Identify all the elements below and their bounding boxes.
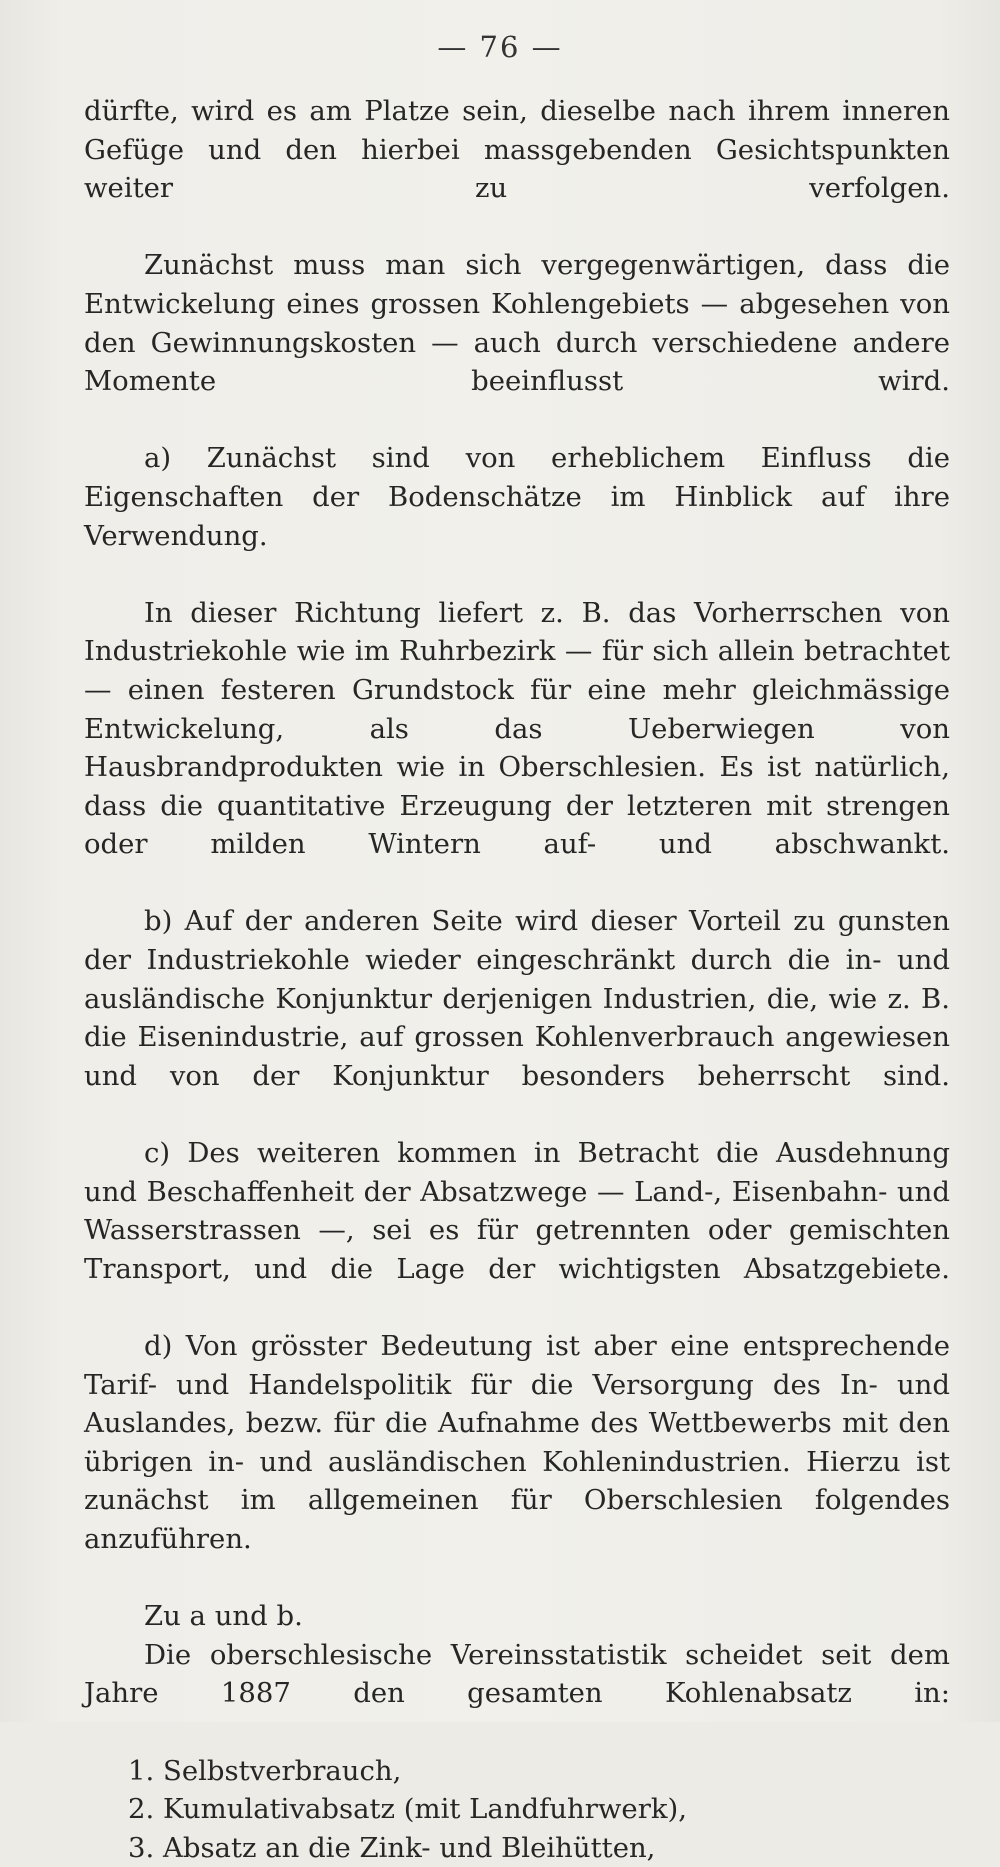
paragraph: Die oberschlesische Vereinsstatistik scheidet seit dem Jahre 1887 den gesamten Kohlenabsatz in: (84, 1638, 950, 1710)
paragraph: d) Von grösster Bedeutung ist aber eine entsprechende Tarif- und Handelspolitik für die Versorgung des In- und Auslandes, bezw. für die Aufnahme des Wettbewerbs mit den übrigen in- und ausländischen Kohlenindustrien. Hierzu ist zunächst im allgemeinen für Oberschlesien folgendes anzuführen. (84, 1330, 950, 1555)
page-number: — 76 — (437, 30, 563, 64)
paragraph: c) Des weiteren kommen in Betracht die Ausdehnung und Beschaffenheit der Absatzwege — Land-, Eisenbahn- und Wasserstrassen —, sei es für getrennten oder gemischten Transport, und die Lage der wichtigsten Absatzgebiete. (84, 1137, 950, 1285)
numbered-list (84, 1752, 950, 1867)
paragraph: dürfte, wird es am Platze sein, dieselbe nach ihrem inneren Gefüge und den hierbei massgebenden Gesichtspunkten weiter zu verfolgen. (84, 95, 950, 205)
section-heading: Zu a und b. (144, 1600, 303, 1633)
paragraph: b) Auf der anderen Seite wird dieser Vorteil zu gunsten der Industriekohle wieder eingeschränkt durch die in- und ausländische Konjunktur derjenigen Industrien, die, wie z. B. die Eisenindustrie, auf grossen Kohlenverbrauch angewiesen und von der Konjunktur besonders beherrscht sind. (84, 905, 950, 1092)
paragraph: In dieser Richtung liefert z. B. das Vorherrschen von Industriekohle wie im Ruhrbezirk — für sich allein betrachtet — einen festeren Grundstock für eine mehr gleichmässige Entwickelung, als das Ueberwiegen von Hausbrandprodukten wie in Oberschlesien. Es ist natürlich, dass die quantitative Erzeugung der letzteren mit strengen oder milden Wintern auf- und abschwankt. (84, 596, 950, 861)
list-item: 1. Selbstverbrauch, (128, 1754, 402, 1787)
paragraph: Zunächst muss man sich vergegenwärtigen, dass die Entwickelung eines grossen Kohlengebiets — abgesehen von den Gewinnungskosten — auch durch verschiedene andere Momente beeinflusst wird. (84, 249, 950, 398)
body-text (84, 92, 950, 1867)
list-item: 3. Absatz an die Zink- und Bleihütten, (128, 1831, 656, 1864)
list-item: 2. Kumulativabsatz (mit Landfuhrwerk), (128, 1793, 687, 1826)
paragraph: a) Zunächst sind von erheblichem Einfluss die Eigenschaften der Bodenschätze im Hinblick auf ihre Verwendung. (84, 442, 950, 552)
